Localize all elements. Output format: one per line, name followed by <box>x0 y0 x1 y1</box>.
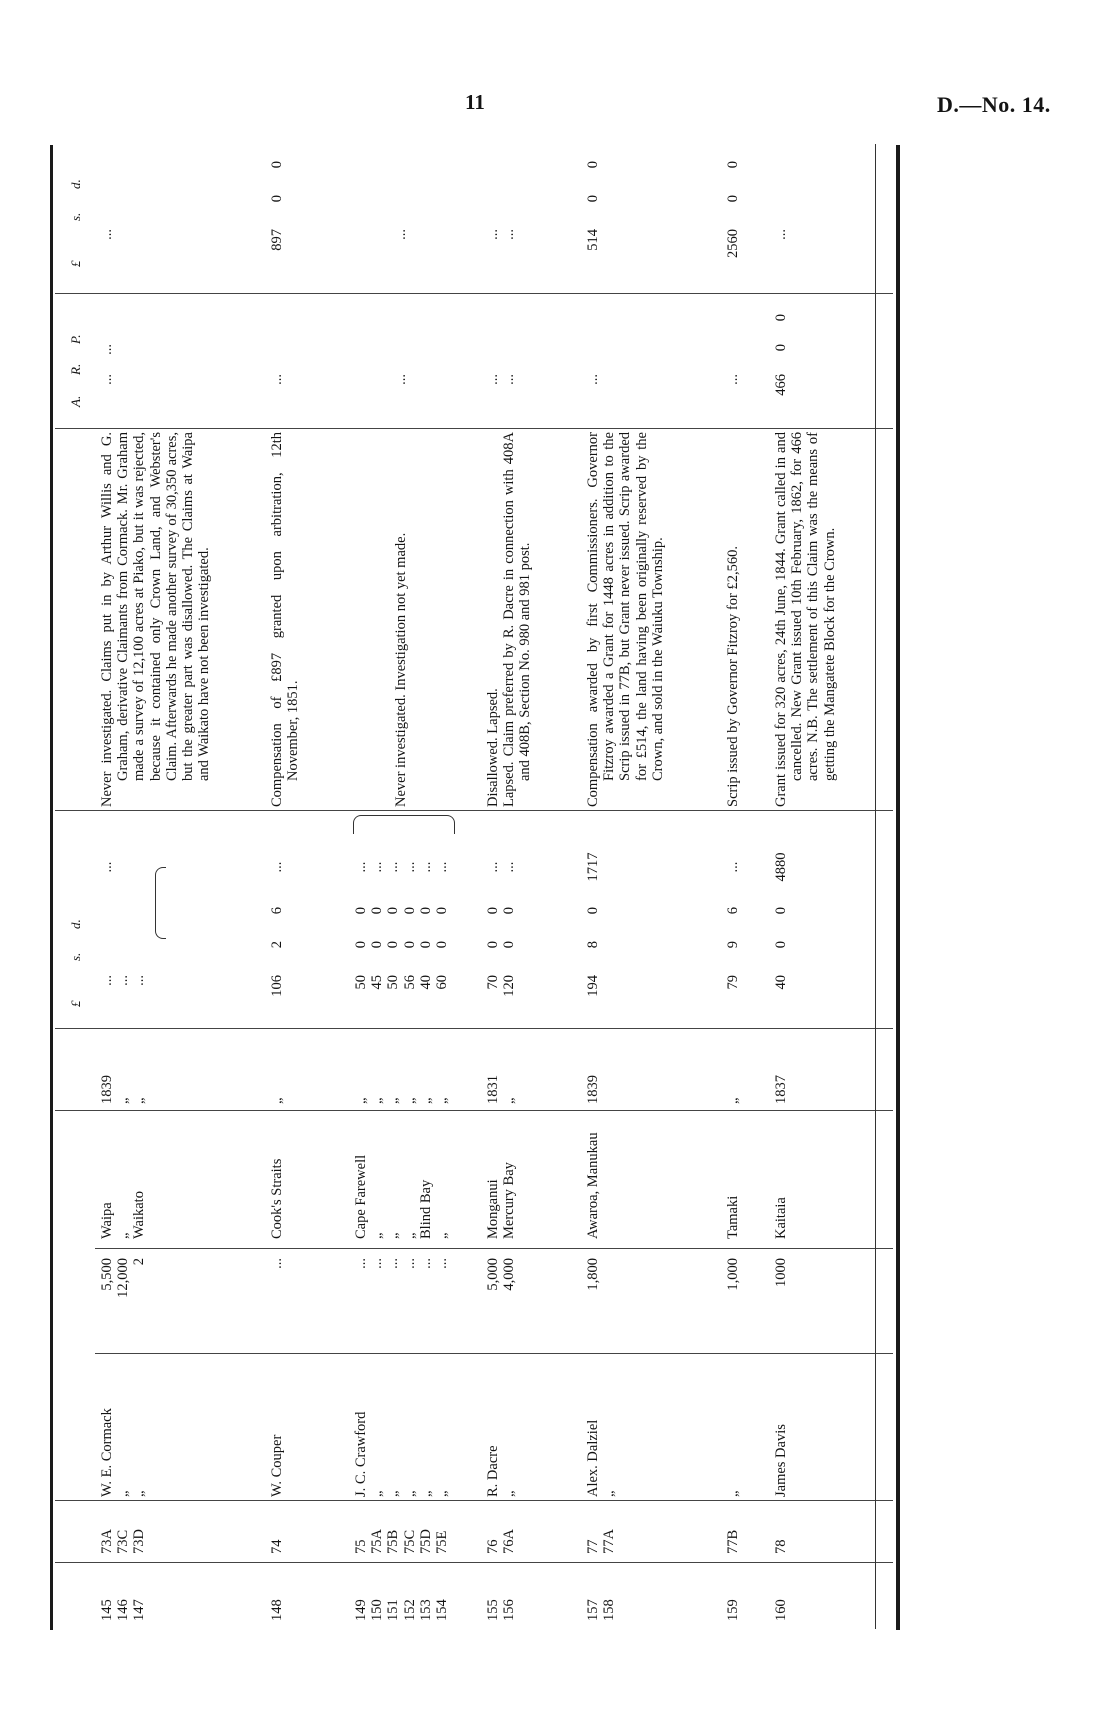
area-perches: 0 <box>773 314 789 322</box>
claimant-names: Alex. Dalziel „ <box>585 1419 618 1497</box>
area-roods: 0 <box>773 344 789 352</box>
area-perches <box>99 314 115 344</box>
area-perches <box>585 314 601 344</box>
amount-pence: 6 <box>269 907 285 915</box>
comp-pence: 0 <box>269 161 285 169</box>
area-roods <box>269 344 285 374</box>
remarks <box>269 432 301 807</box>
comp-shilling-header: s. <box>68 212 83 221</box>
amount-shilling-header: s. <box>68 952 83 961</box>
comp-pounds: ... <box>99 229 115 240</box>
claimant-names: „ <box>725 1490 741 1497</box>
comp-pounds: 514 <box>585 229 601 251</box>
area-roods-header: R. <box>68 363 83 375</box>
claimant-names: R. Dacre „ <box>485 1445 518 1497</box>
compensation <box>485 145 517 291</box>
claimant-names: W. E. Cormack „ „ <box>99 1408 148 1497</box>
area-granted <box>773 292 789 422</box>
area-perches <box>269 314 285 344</box>
remarks <box>585 432 666 807</box>
claimed-areas: 1,000 <box>725 1258 741 1291</box>
comp-pounds: 2560 <box>725 229 741 258</box>
remark-text: Scrip issued by Governor Fitzroy for £2,560. <box>725 546 741 807</box>
comp-pounds: ... ... <box>485 229 518 240</box>
area-perches <box>485 314 517 344</box>
years: „ <box>269 1097 285 1104</box>
area-roods <box>585 344 601 374</box>
amount-pence: 6 <box>725 907 741 915</box>
column-rule <box>55 810 893 811</box>
acres-value: ... <box>725 861 741 873</box>
claimant-names: W. Couper <box>269 1434 285 1497</box>
claimed-areas: 1,800 <box>585 1258 601 1291</box>
comp-pence <box>485 161 517 195</box>
comp-pounds: ... <box>773 229 789 240</box>
comp-shillings <box>393 195 409 229</box>
column-rule <box>55 1562 893 1563</box>
amount-pence-header: d. <box>68 919 83 929</box>
comp-pound-header: £ <box>68 260 83 267</box>
area-granted <box>393 292 409 422</box>
remark-text: Compensation of £897 granted upon arbitration, 12th November, 1851. <box>269 432 302 807</box>
area-acres: ... <box>585 374 601 385</box>
amount-shillings: 9 <box>725 941 741 949</box>
acres-value: ... <box>99 861 115 873</box>
remark-text: Grant issued for 320 acres, 24th June, 1844. Grant called in and cancelled. New Grant issued 10th February, 1862, for 466 acres. N.B. The settlement of this Claim was the means of getting the Mangatete Block for the Crown. <box>773 432 838 807</box>
area-granted <box>485 292 517 422</box>
years: 1839 <box>585 1075 601 1104</box>
sub-numbers: 77 77A <box>585 1529 618 1554</box>
table-bottom-rule <box>875 144 876 1629</box>
amount-pounds: 40 <box>773 975 789 990</box>
amount-pounds: ... ... ... <box>99 975 148 986</box>
acres-value: 4880 <box>773 852 789 882</box>
column-rule <box>55 1500 893 1501</box>
claim-numbers: 157 158 <box>585 1599 618 1621</box>
compensation <box>725 145 741 291</box>
comp-shillings <box>485 195 517 229</box>
area-roods <box>725 344 741 374</box>
area-acres: ... <box>99 374 115 385</box>
amount-pence <box>99 907 148 941</box>
amount-shillings <box>99 941 148 975</box>
area-perches <box>393 314 409 344</box>
comp-shillings: 0 <box>585 195 601 203</box>
claimed-areas: 1000 <box>773 1258 789 1287</box>
acres-value: 1717 <box>585 852 601 882</box>
amount-pence: 0 0 <box>485 907 518 915</box>
amount-pounds: 50 45 50 56 40 60 <box>353 975 451 990</box>
brace <box>155 867 166 939</box>
area-acres: ... <box>393 374 409 385</box>
remark-text: Never investigated. Investigation not yet made. <box>393 532 409 807</box>
amount-shillings: 2 <box>269 941 285 949</box>
sub-numbers: 74 <box>269 1539 285 1554</box>
acres-value: ... ... <box>485 861 518 873</box>
comp-shillings <box>99 195 115 229</box>
amount-pounds: 106 <box>269 975 285 997</box>
amount-shillings: 0 0 <box>485 941 518 949</box>
remarks <box>725 432 741 807</box>
amount-pound-header: £ <box>68 1000 83 1007</box>
brace <box>353 815 455 834</box>
places: Waipa „ Waikato <box>99 1191 148 1239</box>
amount-pounds: 70 120 <box>485 975 518 997</box>
amount-pounds: 79 <box>725 975 741 990</box>
places: Cook's Straits <box>269 1158 285 1239</box>
left-border-rule <box>50 145 53 1630</box>
remarks <box>773 432 838 807</box>
comp-shillings: 0 <box>269 195 285 203</box>
claim-numbers: 160 <box>773 1599 789 1621</box>
area-perches <box>725 314 741 344</box>
area-acres: ... ... <box>485 374 518 385</box>
claimant-names: J. C. Crawford „ „ „ „ „ <box>353 1411 451 1497</box>
area-acres: ... <box>269 374 285 385</box>
compensation <box>393 145 409 291</box>
area-roods <box>485 344 517 374</box>
remark-text: Disallowed. Lapsed. <box>485 688 501 807</box>
area-acres: ... <box>725 374 741 385</box>
claim-numbers: 149 150 151 152 153 154 <box>353 1599 451 1621</box>
places: Tamaki <box>725 1195 741 1239</box>
sub-numbers: 78 <box>773 1539 789 1554</box>
remarks <box>99 432 213 807</box>
claim-numbers: 155 156 <box>485 1599 518 1621</box>
claims-table <box>55 144 893 1629</box>
claimant-names: James Davis <box>773 1424 789 1497</box>
sub-numbers: 76 76A <box>485 1529 518 1554</box>
area-granted <box>99 292 115 422</box>
column-rule <box>55 293 893 294</box>
places: Cape Farewell „ „ „ Blind Bay „ <box>353 1154 451 1239</box>
places: Monganui Mercury Bay <box>485 1162 518 1239</box>
comp-pence: 0 <box>585 161 601 169</box>
right-border-rule <box>896 145 900 1630</box>
area-granted <box>585 292 601 422</box>
comp-pence <box>393 161 409 195</box>
comp-pence-header: d. <box>68 179 83 189</box>
years: „ „ „ „ „ „ <box>353 1097 451 1104</box>
claimed-areas: ... <box>269 1258 285 1269</box>
area-acres-header: A. <box>68 395 83 407</box>
amount-pence: 0 <box>773 907 789 915</box>
remark-text: Lapsed. Claim preferred by R. Dacre in connection with 408A and 408B, Section No. 980 and 981 post. <box>501 432 534 807</box>
column-rule <box>55 428 893 429</box>
amount-shillings: 0 0 0 0 0 0 <box>353 941 451 949</box>
acres-value: ... <box>269 861 285 873</box>
years: „ <box>725 1097 741 1104</box>
amount-shillings: 0 <box>773 941 789 949</box>
column-rule <box>55 1028 893 1029</box>
comp-pence: 0 <box>725 161 741 169</box>
comp-pounds: 897 <box>269 229 285 251</box>
amount-shillings: 8 <box>585 941 601 949</box>
amount-pence: 0 0 0 0 0 0 <box>353 907 451 915</box>
page-number: 11 <box>465 90 485 114</box>
places: Awaroa, Manukau <box>585 1132 601 1239</box>
area-perches-header: P. <box>68 334 83 344</box>
remarks <box>393 432 409 807</box>
amount-pence: 0 <box>585 907 601 915</box>
compensation <box>773 145 789 291</box>
area-roods: ... <box>99 344 115 355</box>
amount-pounds: 194 <box>585 975 601 997</box>
area-granted <box>725 292 741 422</box>
comp-pounds: ... <box>393 229 409 240</box>
compensation <box>269 145 285 291</box>
remark-text: Never investigated. Claims put in by Arthur Willis and G. Graham, derivative Claimants from Cormack. Mr. Graham made a survey of 12,100 acres at Piako, but it was rejected, because it contained only Crown Land, and Webster's Claim. Afterwards he made another survey of 30,350 acres, but the greater part was disallowed. The Claims at Waipa and Waikato have not been investigated. <box>99 432 213 807</box>
places: Kaitaia <box>773 1197 789 1239</box>
document-reference: D.—No. 14. <box>937 92 1051 117</box>
area-roods <box>393 344 409 374</box>
claim-numbers: 159 <box>725 1599 741 1621</box>
remarks <box>485 432 534 807</box>
comp-shillings <box>773 195 789 229</box>
sub-numbers: 75 75A 75B 75C 75D 75E <box>353 1529 451 1554</box>
claim-numbers: 148 <box>269 1599 285 1621</box>
claimed-areas: ... ... ... ... ... ... <box>353 1258 451 1269</box>
comp-shillings: 0 <box>725 195 741 203</box>
comp-pence <box>99 161 115 195</box>
area-acres: 466 <box>773 374 789 396</box>
column-rule <box>95 1248 893 1249</box>
sub-numbers: 77B <box>725 1529 741 1554</box>
sub-numbers: 73A 73C 73D <box>99 1529 148 1554</box>
claimed-areas: 5,000 4,000 <box>485 1258 518 1291</box>
compensation <box>585 145 601 291</box>
compensation <box>99 145 115 291</box>
area-granted <box>269 292 285 422</box>
remark-text: Compensation awarded by first Commissioners. Governor Fitzroy awarded a Grant for 1448 acres in addition to the Scrip issued in 77B, but Grant never issued. Scrip awarded for £514, the land having been originally reserved by the Crown, and sold in the Waiuku Township. <box>585 432 666 807</box>
acres-value: ... ... ... ... ... ... <box>353 861 451 873</box>
claimed-areas: 5,500 12,000 2 <box>99 1258 148 1298</box>
comp-pence <box>773 161 789 195</box>
years: 1831 „ <box>485 1075 518 1104</box>
years: 1839 „ „ <box>99 1075 148 1104</box>
claim-numbers: 145 146 147 <box>99 1599 148 1621</box>
years: 1837 <box>773 1075 789 1104</box>
column-rule <box>55 1110 893 1111</box>
